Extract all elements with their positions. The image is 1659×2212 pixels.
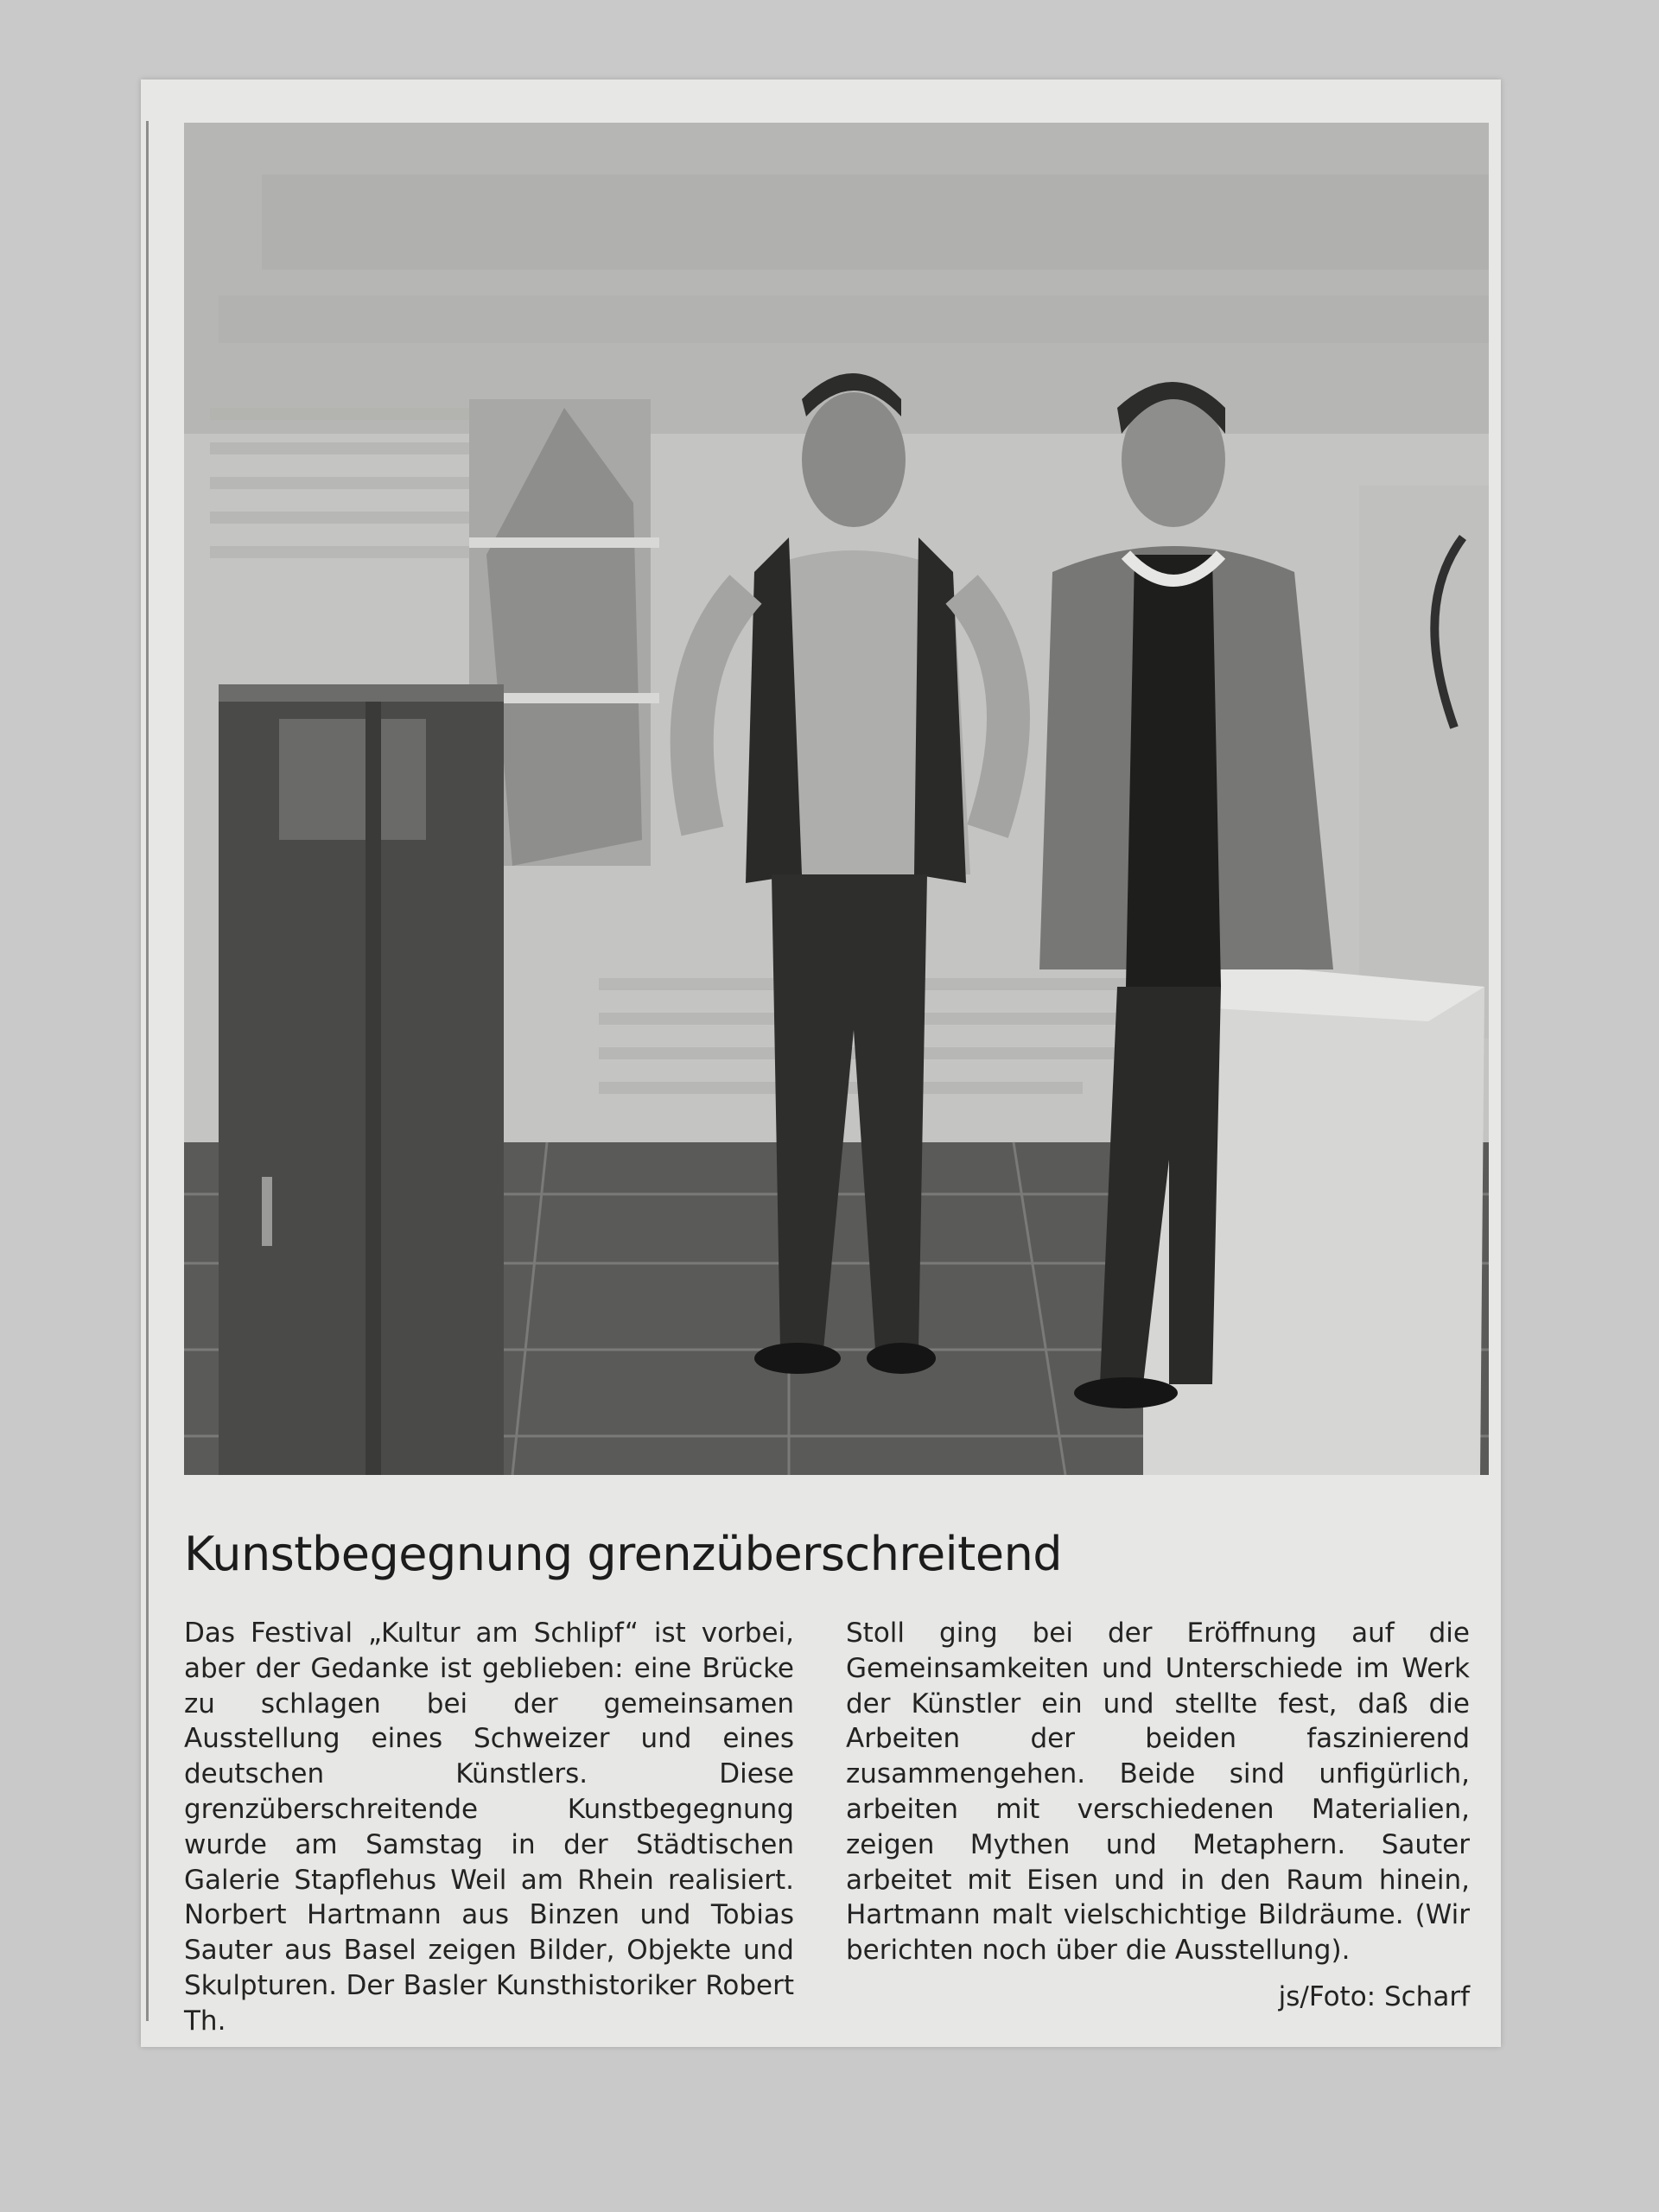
article-photo [184,123,1489,1475]
gallery-photo [184,123,1489,1475]
photo-credit: js/Foto: Scharf [1278,1981,1470,2012]
newspaper-clipping [141,79,1501,2047]
article-headline: Kunstbegegnung grenzüberschreitend [184,1527,1063,1581]
article-body-left-column: Das Festival „Kultur am Schlipf“ ist vorbei, aber der Gedanke ist geblieben: eine Brücke zu schlagen bei der gemeinsamen Ausstellung eines Schweizer und eines deutschen Künstlers. Diese grenzüberschreitende Kunstbegegnung wurde am Samstag in der Städtischen Galerie Stapflehus Weil am Rhein realisiert. Norbert Hartmann aus Binzen und Tobias Sauter aus Basel zeigen Bilder, Objekte und Skulpturen. Der Basler Kunsthistoriker Robert Th. [184,1618,794,2037]
article-body-right-column: Stoll ging bei der Eröffnung auf die Gemeinsamkeiten und Unterschiede im Werk der Künstler ein und stellte fest, daß die Arbeiten der beiden faszinierend zusammengehen. Beide sind unfigürlich, arbeiten mit verschiedenen Materialien, zeigen Mythen und Metaphern. Sauter arbeitet mit Eisen und in den Raum hinein, Hartmann malt vielschichtige Bildräume. (Wir berichten noch über die Ausstellung). [846,1618,1470,1967]
